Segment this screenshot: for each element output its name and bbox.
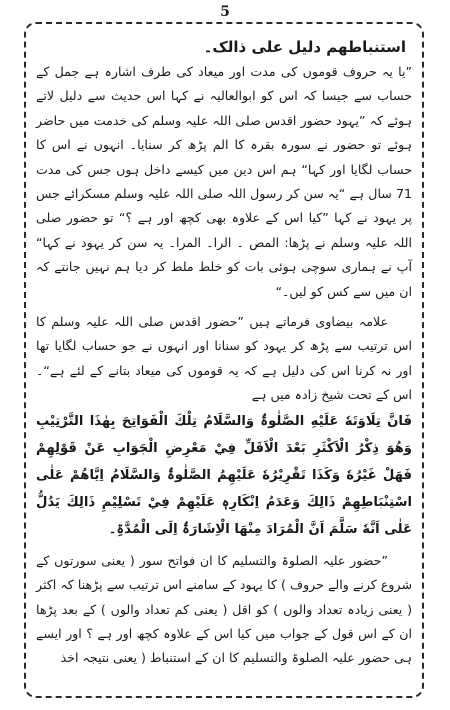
paragraph-2: علامہ بیضاوی فرماتے ہیں ”حضور اقدس صلی اللہ علیہ وسلم کا اس ترتیب سے پڑھ کر یہود کو سنانا اور انہوں نے جو حساب لگایا تھا اور نہ کرنا اس کی دلیل ہے کہ یہ قوموں کی میعاد بتانے کے لئے ہے“۔ اس کے تحت شیخ زادہ میں ہے bbox=[36, 314, 412, 403]
arabic-quotation: فَانَّ تِلَاوَتَهٗ عَلَيْهِ الصَّلٰوۃُ وَالسَّلَامُ تِلْكَ الْفَوَاتِحَ بِهٰذَا التَّرْتِيْبِ وَهُوَ ذِكْرُ الْاَكْثَرِ بَعْدَ الْاَقَلِّ فِيْ مَعْرِضِ الْجَوَابِ عَنْ قَوْلِهِمْ فَهَلْ غَيْرُهٗ وَكَذَا تَقْرِيْرُهٗ عَلَيْهِمُ الصَّلٰوۃُ وَالسَّلَامُ اِيَّاهُمْ عَلٰى اسْتِنْبَاطِهِمْ ذَالِكَ وَعَدَمُ اِنْكَارِهٖ عَلَيْهِمْ فِيْ تَسْلِيْمِ ذَالِكَ يَدُلُّ عَلٰى اَنَّهٗ سَلَّمَ اَنَّ الْمُرَادَ مِنْهَا الْاِشَارَۃُ اِلَى الْمُدَّۃِ۔ bbox=[36, 413, 412, 537]
text-frame bbox=[24, 22, 424, 698]
paragraph-3: ”حضور علیہ الصلوۃ والتسلیم کا ان فواتح سور ( یعنی سورتوں کے شروع کرنے والے حروف ) کا یہود کے سامنے اس ترتیب سے پڑھنا کہ اکثر ( یعنی زیادہ تعداد والوں ) کو اقل ( یعنی کم تعداد والوں ) کے بعد پڑھا ان کے اس قول کے جواب میں کیا اس کے علاوہ کچھ اور ہے ؟ اور ایسے ہی حضور علیہ الصلوۃ والتسلیم کا ان کے استنباط ( یعنی نتیجہ اخذ bbox=[36, 552, 412, 666]
paragraph-1: ”یا یہ حروف قوموں کی مدت اور میعاد کی طرف اشارہ ہے جمل کے حساب سے جیسا کہ اس کو ابوالعالیہ نے کہا اس حدیث سے دلیل لاتے ہوئے کہ ”یہود حضور اقدس صلی اللہ علیہ وسلم کی خدمت میں حاضر ہوئے تو حضور نے سورہ بقرہ کا الم پڑھ کر سنایا۔ انہوں نے اس کا حساب لگایا اور کہا“ ہم اس دین میں کیسے داخل ہوں جس کی مدت 71 سال ہے “یہ سن کر رسول اللہ صلی اللہ علیہ وسلم مسکرائے جس پر یہود نے کہا ”کیا اس کے علاوہ بھی کچھ اور ہے ؟“ تو حضور صلی اللہ علیہ وسلم نے پڑھا: المص ۔ الرا۔ المرا۔ یہ سن کر یہود نے کہا“ آپ نے ہماری سوچی ہوئی بات کو خلط ملط کر دیا ہم نہیں جانتے کہ ان میں سے کس کو لیں۔“ bbox=[36, 64, 412, 299]
arabic-heading: استنباطهم دلیل علی ذالک۔ bbox=[203, 38, 406, 56]
page-number: 5 bbox=[220, 4, 230, 20]
